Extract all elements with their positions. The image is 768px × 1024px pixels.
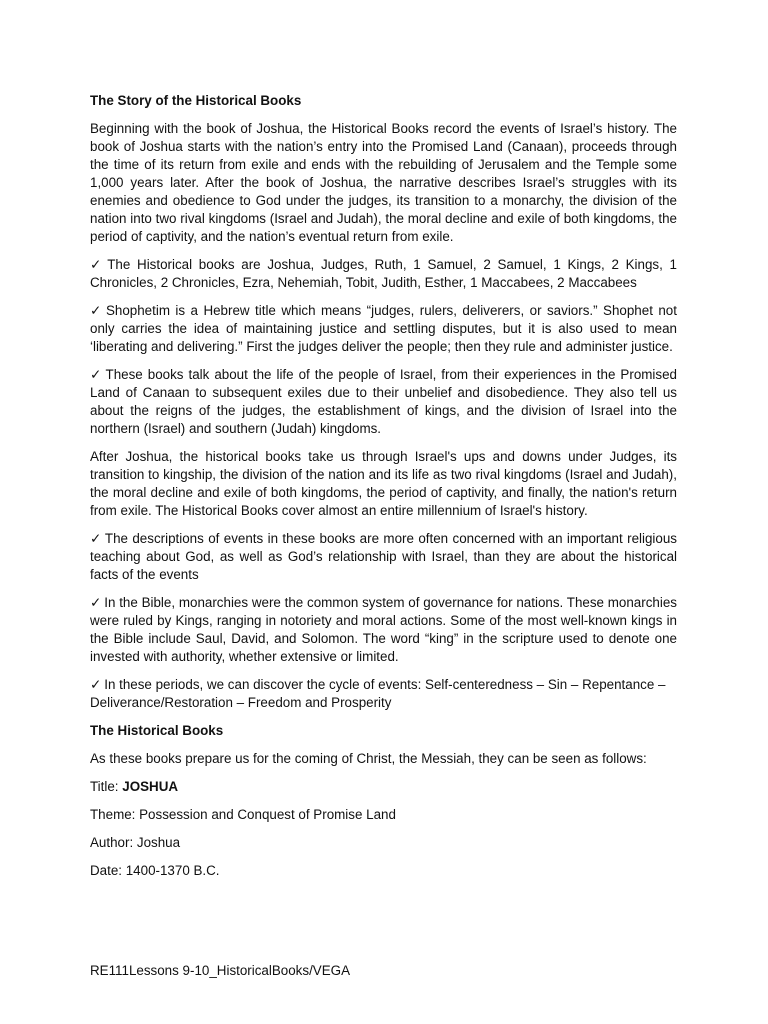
check-text: In the Bible, monarchies were the common system of governance for nations. These monarchies were ruled by Kings, ranging in notoriety and moral actions. Some of the most well-known kings in the Bible include Saul, David, and Solomon. The word “king” in the scripture used to denote one invested with authority, whether extensive or limited. — [90, 595, 677, 664]
check-paragraph-monarchies — [90, 594, 677, 666]
after-joshua-paragraph: After Joshua, the historical books take us through Israel's ups and downs under Judges, its transition to kingship, the division of the nation and its life as two rival kingdoms (Israel and Judah), the moral decline and exile of both kingdoms, the period of captivity, and finally, the nation's return from exile. The Historical Books cover almost an entire millennium of Israel's history. — [90, 449, 677, 518]
check-icon: ✓ — [90, 531, 102, 546]
prepare-paragraph: As these books prepare us for the coming of Christ, the Messiah, they can be seen as follows: — [90, 751, 647, 766]
book-title-value: JOSHUA — [122, 779, 179, 794]
check-paragraph-life — [90, 366, 677, 438]
check-icon: ✓ — [90, 257, 105, 272]
book-date-line: Date: 1400-1370 B.C. — [90, 863, 220, 878]
check-paragraph-books — [90, 256, 677, 292]
check-text: The descriptions of events in these books are more often concerned with an important religious teaching about God, as well as God’s relationship with Israel, than they are about the historical facts of the events — [90, 531, 677, 582]
check-paragraph-shophetim — [90, 302, 677, 356]
check-icon: ✓ — [90, 303, 103, 318]
check-icon: ✓ — [90, 677, 102, 692]
page-footer: RE111Lessons 9-10_HistoricalBooks/VEGA — [90, 963, 351, 978]
check-text: These books talk about the life of the people of Israel, from their experiences in the Promised Land of Canaan to subsequent exiles due to their unbelief and disobedience. They also tell us about the reigns of the judges, the establishment of kings, and the division of Israel into the northern (Israel) and southern (Judah) kingdoms. — [90, 367, 677, 436]
check-paragraph-cycle — [90, 676, 677, 712]
book-title-line — [90, 778, 677, 796]
page-title: The Story of the Historical Books — [90, 93, 302, 108]
intro-paragraph: Beginning with the book of Joshua, the Historical Books record the events of Israel’s history. The book of Joshua starts with the nation’s entry into the Promised Land (Canaan), proceeds through the time of its return from exile and ends with the rebuilding of Jerusalem and the Temple some 1,000 years later. After the book of Joshua, the narrative describes Israel’s struggles with its enemies and obedience to God under the judges, its transition to a monarchy, the division of the nation into two rival kingdoms (Israel and Judah), the moral decline and exile of both kingdoms, the period of captivity, and the nation’s eventual return from exile. — [90, 121, 677, 244]
check-paragraph-descriptions — [90, 530, 677, 584]
check-icon: ✓ — [90, 595, 102, 610]
section-heading: The Historical Books — [90, 723, 224, 738]
document-body — [90, 92, 677, 890]
check-text: In these periods, we can discover the cycle of events: Self-centeredness – Sin – Repentance –Deliverance/Restoration – Freedom and Prosperity — [90, 677, 666, 710]
check-icon: ✓ — [90, 367, 103, 382]
check-text: The Historical books are Joshua, Judges, Ruth, 1 Samuel, 2 Samuel, 1 Kings, 2 Kings, 1 Chronicles, 2 Chronicles, Ezra, Nehemiah, Tobit, Judith, Esther, 1 Maccabees, 2 Maccabees — [90, 257, 677, 290]
book-author-line: Author: Joshua — [90, 835, 181, 850]
book-theme-line: Theme: Possession and Conquest of Promise Land — [90, 807, 396, 822]
book-title-label: Title: — [90, 779, 119, 794]
check-text: Shophetim is a Hebrew title which means “judges, rulers, deliverers, or saviors.” Shophet not only carries the idea of maintaining justice and settling disputes, but it is also used to mean ‘liberating and delivering.” First the judges deliver the people; then they rule and administer justice. — [90, 303, 677, 354]
